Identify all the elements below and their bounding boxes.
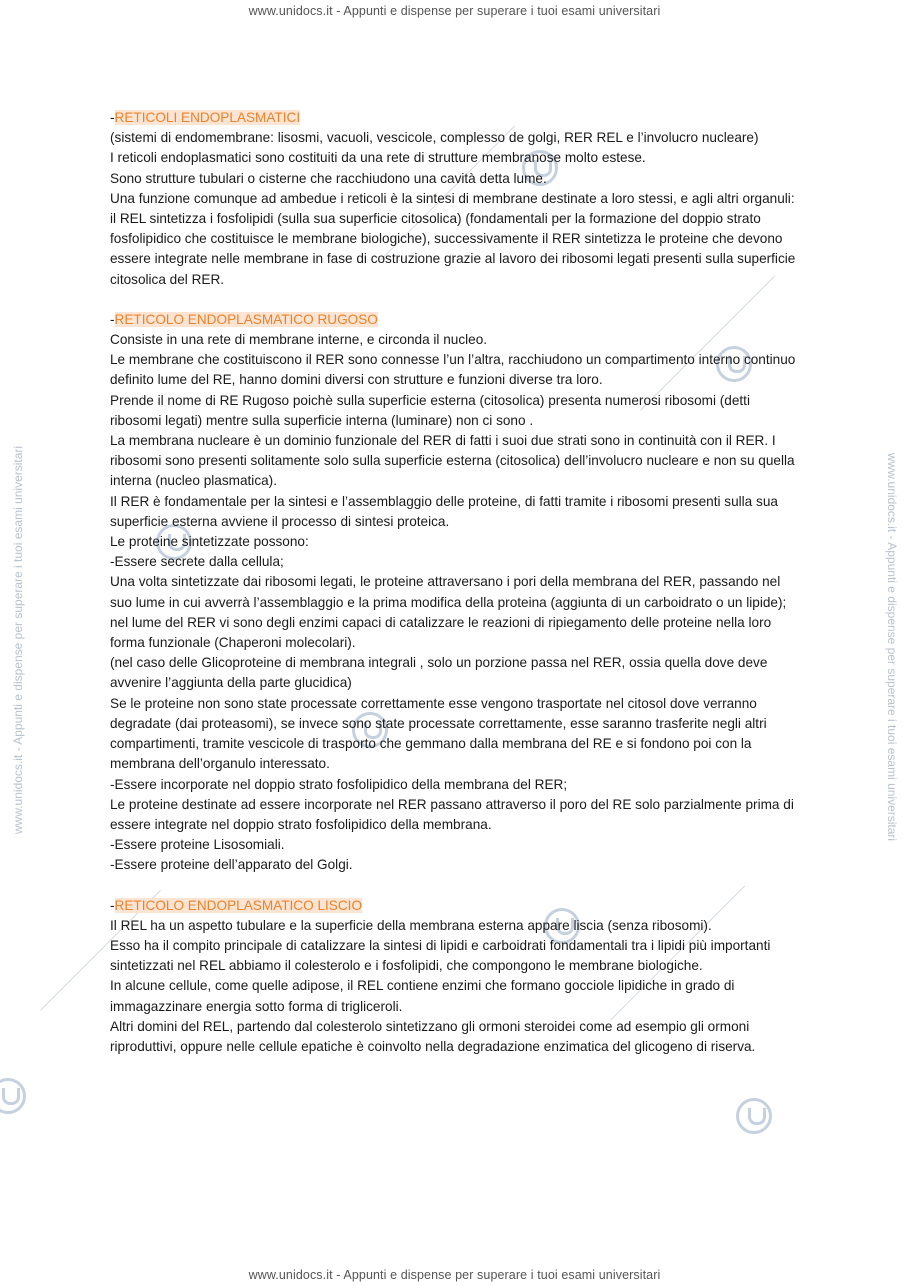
paragraph: Il RER è fondamentale per la sintesi e l’assemblaggio delle proteine, di fatti tramite i ribosomi presenti sulla sua superficie esterna avviene il processo di sintesi proteica. <box>110 493 778 529</box>
paragraph: Esso ha il compito principale di catalizzare la sintesi di lipidi e carboidrati fondamentali tra i lipidi più importanti sintetizzati nel REL abbiamo il colesterolo e i fosfolipidi, che compongono le membrane biologiche. <box>110 937 771 974</box>
paragraph: il REL sintetizza i fosfolipidi (sulla sua superficie citosolica) (fondamentali per la formazione del doppio strato fosfolipidico che costituisce le membrane biologiche), successivamente il RER sintetizza le proteine che devono essere integrate nelle membrane in fase di costruzione grazie al lavoro dei ribosomi legati presenti sulla superficie citosolica del RER. <box>110 211 796 287</box>
paragraph: (nel caso delle Glicoproteine di membrana integrali , solo un porzione passa nel RER, ossia quella dove deve avvenire l’aggiunta della parte glucidica) <box>110 655 768 691</box>
paragraph: I reticoli endoplasmatici sono costituiti da una rete di strutture membranose molto estese. <box>110 150 646 166</box>
section-title: -RETICOLO ENDOPLASMATICO LISCIO <box>110 897 363 913</box>
watermark-header: www.unidocs.it - Appunti e dispense per superare i tuoi esami universitari <box>248 4 661 18</box>
paragraph: Una funzione comunque ad ambedue i reticoli è la sintesi di membrane destinate a loro stessi, e agli altri organuli: <box>110 190 795 206</box>
paragraph: (sistemi di endomembrane: lisosmi, vacuoli, vescicole, complesso de golgi, RER REL e l’involucro nucleare) <box>110 130 759 146</box>
paragraph: -Essere incorporate nel doppio strato fosfolipidico della membrana del RER; <box>110 776 568 792</box>
paragraph: -Essere secrete dalla cellula; <box>110 554 284 570</box>
paragraph: Consiste in una rete di membrane interne, e circonda il nucleo. <box>110 332 488 348</box>
paragraph: Altri domini del REL, partendo dal colesterolo sintetizzano gli ormoni steroidei come ad esempio gli ormoni riproduttivi, oppure nelle cellule epatiche è coinvolto nella degradazione enzimatica del glicogeno di riserva. <box>110 1018 756 1054</box>
paragraph: Prende il nome di RE Rugoso poichè sulla superficie esterna (citosolica) presenta numerosi ribosomi (detti ribosomi legati) mentre sulla superficie interna (luminare) non ci sono . <box>110 392 750 428</box>
paragraph: Le proteine destinate ad essere incorporate nel RER passano attraverso il poro del RE solo parzialmente prima di essere integrate nel doppio strato fosfolipidico della membrana. <box>110 796 794 832</box>
watermark-side-left: www.unidocs.it - Appunti e dispense per superare i tuoi esami universitari <box>11 445 25 835</box>
paragraph: Le proteine sintetizzate possono: <box>110 534 309 550</box>
document-body <box>110 108 802 1057</box>
paragraph: -Essere proteine Lisosomiali. <box>110 837 285 853</box>
paragraph: La membrana nucleare è un dominio funzionale del RER di fatti i suoi due strati sono in continuità con il RER. I ribosomi sono presenti solitamente solo sulla superficie esterna (citosolica) dell’involucro nucleare e non su quella interna (nucleo plasmatica). <box>110 433 795 489</box>
section-reticoli <box>110 108 802 290</box>
paragraph: Se le proteine non sono state processate correttamente esse vengono trasportate nel citosol dove verranno degradate (dai proteasomi), se invece sono state processate correttamente, esse saranno trasferite negli altri compartimenti, tramite vescicole di trasporto che gemmano dalla membrana del RE e si fondono poi con la membrana dell’organulo interessato. <box>110 695 767 772</box>
watermark-footer: www.unidocs.it - Appunti e dispense per superare i tuoi esami universitari <box>248 1268 661 1282</box>
paragraph: Il REL ha un aspetto tubulare e la superficie della membrana esterna appare liscia (senza ribosomi). <box>110 917 712 933</box>
section-rel <box>110 896 802 1058</box>
watermark-logo-icon <box>736 1098 772 1134</box>
section-title: -RETICOLO ENDOPLASMATICO RUGOSO <box>110 311 378 327</box>
paragraph: Una volta sintetizzate dai ribosomi legati, le proteine attraversano i pori della membrana del RER, passando nel suo lume in cui avverrà l’assemblaggio e la prima modifica della proteina (aggiunta di un carboidrato o un lipide); nel lume del RER vi sono degli enzimi capaci di catalizzare le reazioni di ripiegamento delle proteine nella loro forma funzionale (Chaperoni molecolari). <box>110 574 787 651</box>
watermark-side-right: www.unidocs.it - Appunti e dispense per superare i tuoi esami universitari <box>885 452 899 842</box>
watermark-logo-icon <box>0 1078 26 1114</box>
section-rer <box>110 310 802 876</box>
paragraph: In alcune cellule, come quelle adipose, il REL contiene enzimi che formano gocciole lipidiche in grado di immagazzinare energia sotto forma di trigliceroli. <box>110 978 735 1014</box>
section-title: -RETICOLI ENDOPLASMATICI <box>110 110 301 125</box>
paragraph: Le membrane che costituiscono il RER sono connesse l’un l’altra, racchiudono un compartimento interno continuo definito lume del RE, hanno domini diversi con strutture e funzioni diverse tra loro. <box>110 352 796 388</box>
paragraph: -Essere proteine dell’apparato del Golgi. <box>110 857 353 873</box>
paragraph: Sono strutture tubulari o cisterne che racchiudono una cavità detta lume. <box>110 170 547 186</box>
